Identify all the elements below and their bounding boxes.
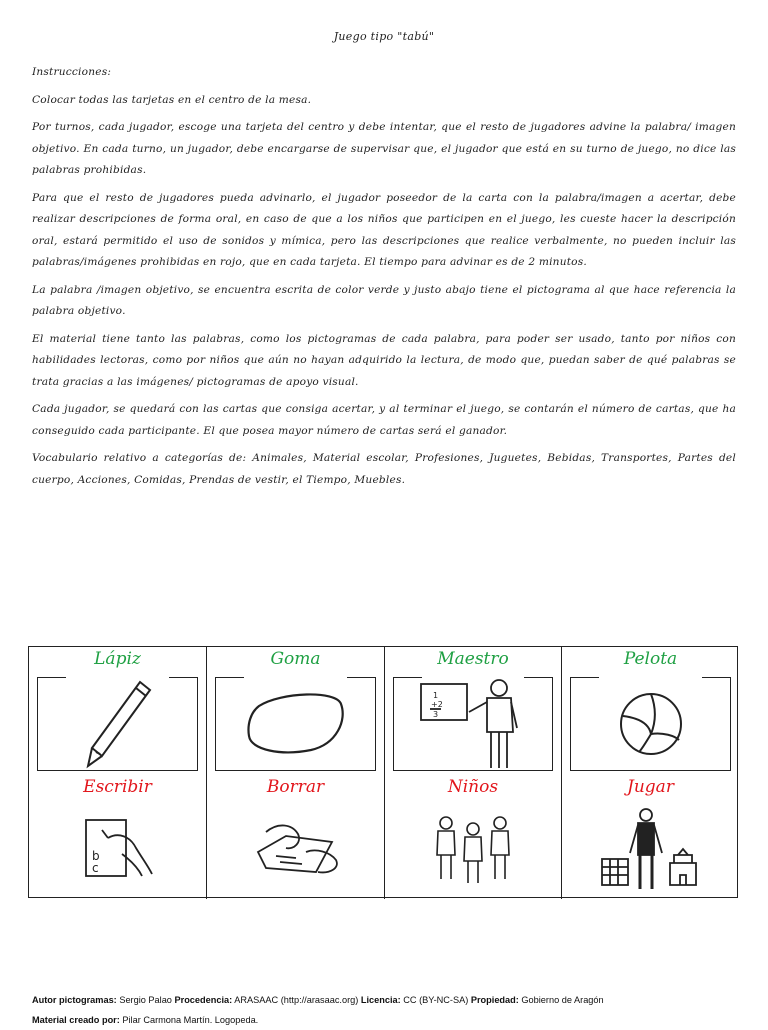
instructions-text <box>32 62 736 497</box>
paragraph-5: El material tiene tanto las palabras, como los pictogramas de cada palabra, para poder ser usado, tanto por niños con habilidades lectoras, como por niños que aún no hayan adquirido la lectura, de modo que, puedan saber de qué palabras se trata gracias a las imágenes/ pictogramas de apoyo visual. <box>32 332 736 388</box>
playing-child-icon <box>562 803 739 895</box>
card-word: Lápiz <box>94 649 141 669</box>
teacher-icon <box>385 677 561 771</box>
ball-icon <box>562 677 739 771</box>
autor-label: Autor pictogramas: <box>32 995 117 1005</box>
instructions-heading: Instrucciones: <box>32 66 112 78</box>
card-jugar <box>562 775 739 899</box>
card-lapiz <box>29 647 207 775</box>
svg-text:c: c <box>91 861 99 875</box>
svg-text:+2: +2 <box>431 700 443 709</box>
card-grid <box>28 646 738 898</box>
document-title: Juego tipo "tabú" <box>333 30 435 43</box>
paragraph-7: Vocabulario relativo a categorías de: Animales, Material escolar, Profesiones, Juguetes, Bebidas, Transportes, Partes del cuerpo, Acciones, Comidas, Prendas de vestir, el Tiempo, Muebles. <box>32 452 736 486</box>
card-pelota <box>562 647 739 775</box>
material-value: Pilar Carmona Martín. Logopeda. <box>122 1015 259 1025</box>
material-label: Material creado por: <box>32 1015 120 1025</box>
paragraph-3: Para que el resto de jugadores pueda advinarlo, el jugador poseedor de la carta con la palabra/imagen a acertar, debe realizar descripciones de forma oral, en caso de que a los niños que participen en el juego, les cueste hacer la descripción oral, estará permitido el uso de sonidos y mímica, pero las descripciones que realice verbalmente, no pueden incluir las palabras/imágenes prohibidas en rojo, que en cada tarjeta. El tiempo para advinar es de 2 minutos. <box>32 191 736 268</box>
svg-text:b: b <box>91 849 100 863</box>
writing-hand-icon <box>29 803 206 895</box>
credits-line-2 <box>32 1010 742 1030</box>
erasing-hands-icon <box>207 803 384 895</box>
eraser-icon <box>207 677 384 771</box>
card-word: Jugar <box>627 777 674 797</box>
card-goma <box>207 647 385 775</box>
children-icon <box>385 803 561 895</box>
propiedad-value: Gobierno de Aragón <box>521 995 604 1005</box>
card-word: Goma <box>270 649 321 669</box>
licencia-value: CC (BY-NC-SA) <box>403 995 469 1005</box>
card-borrar <box>207 775 385 899</box>
card-word: Pelota <box>623 649 678 669</box>
procedencia-label: Procedencia: <box>174 995 233 1005</box>
pencil-icon <box>29 677 206 771</box>
paragraph-1: Colocar todas las tarjetas en el centro de la mesa. <box>32 93 312 106</box>
card-word: Borrar <box>266 777 325 797</box>
card-word: Escribir <box>83 777 152 797</box>
svg-text:3: 3 <box>433 710 439 719</box>
procedencia-value: ARASAAC (http://arasaac.org) <box>234 995 359 1005</box>
propiedad-label: Propiedad: <box>470 995 519 1005</box>
paragraph-2: Por turnos, cada jugador, escoge una tarjeta del centro y debe intentar, que el resto de jugadores advine la palabra/ imagen objetivo. En cada turno, un jugador, debe encargarse de supervisar que, el jugador que está en su turno de juego, no dice las palabras prohibidas. <box>32 121 736 176</box>
credits-line-1 <box>32 990 742 1010</box>
paragraph-4: La palabra /imagen objetivo, se encuentra escrita de color verde y justo abajo tiene el pictograma al que hace referencia la palabra objetivo. <box>32 283 736 317</box>
card-maestro <box>385 647 562 775</box>
card-escribir <box>29 775 207 899</box>
autor-value: Sergio Palao <box>119 995 172 1005</box>
credits-footer <box>32 990 742 1030</box>
card-ninos <box>385 775 562 899</box>
card-word: Niños <box>447 777 499 797</box>
licencia-label: Licencia: <box>360 995 401 1005</box>
svg-text:1: 1 <box>433 691 439 700</box>
card-word: Maestro <box>437 649 509 669</box>
paragraph-6: Cada jugador, se quedará con las cartas que consiga acertar, y al terminar el juego, se contarán el número de cartas, que ha conseguido cada participante. El que posea mayor número de cartas será el ganador. <box>32 403 736 437</box>
